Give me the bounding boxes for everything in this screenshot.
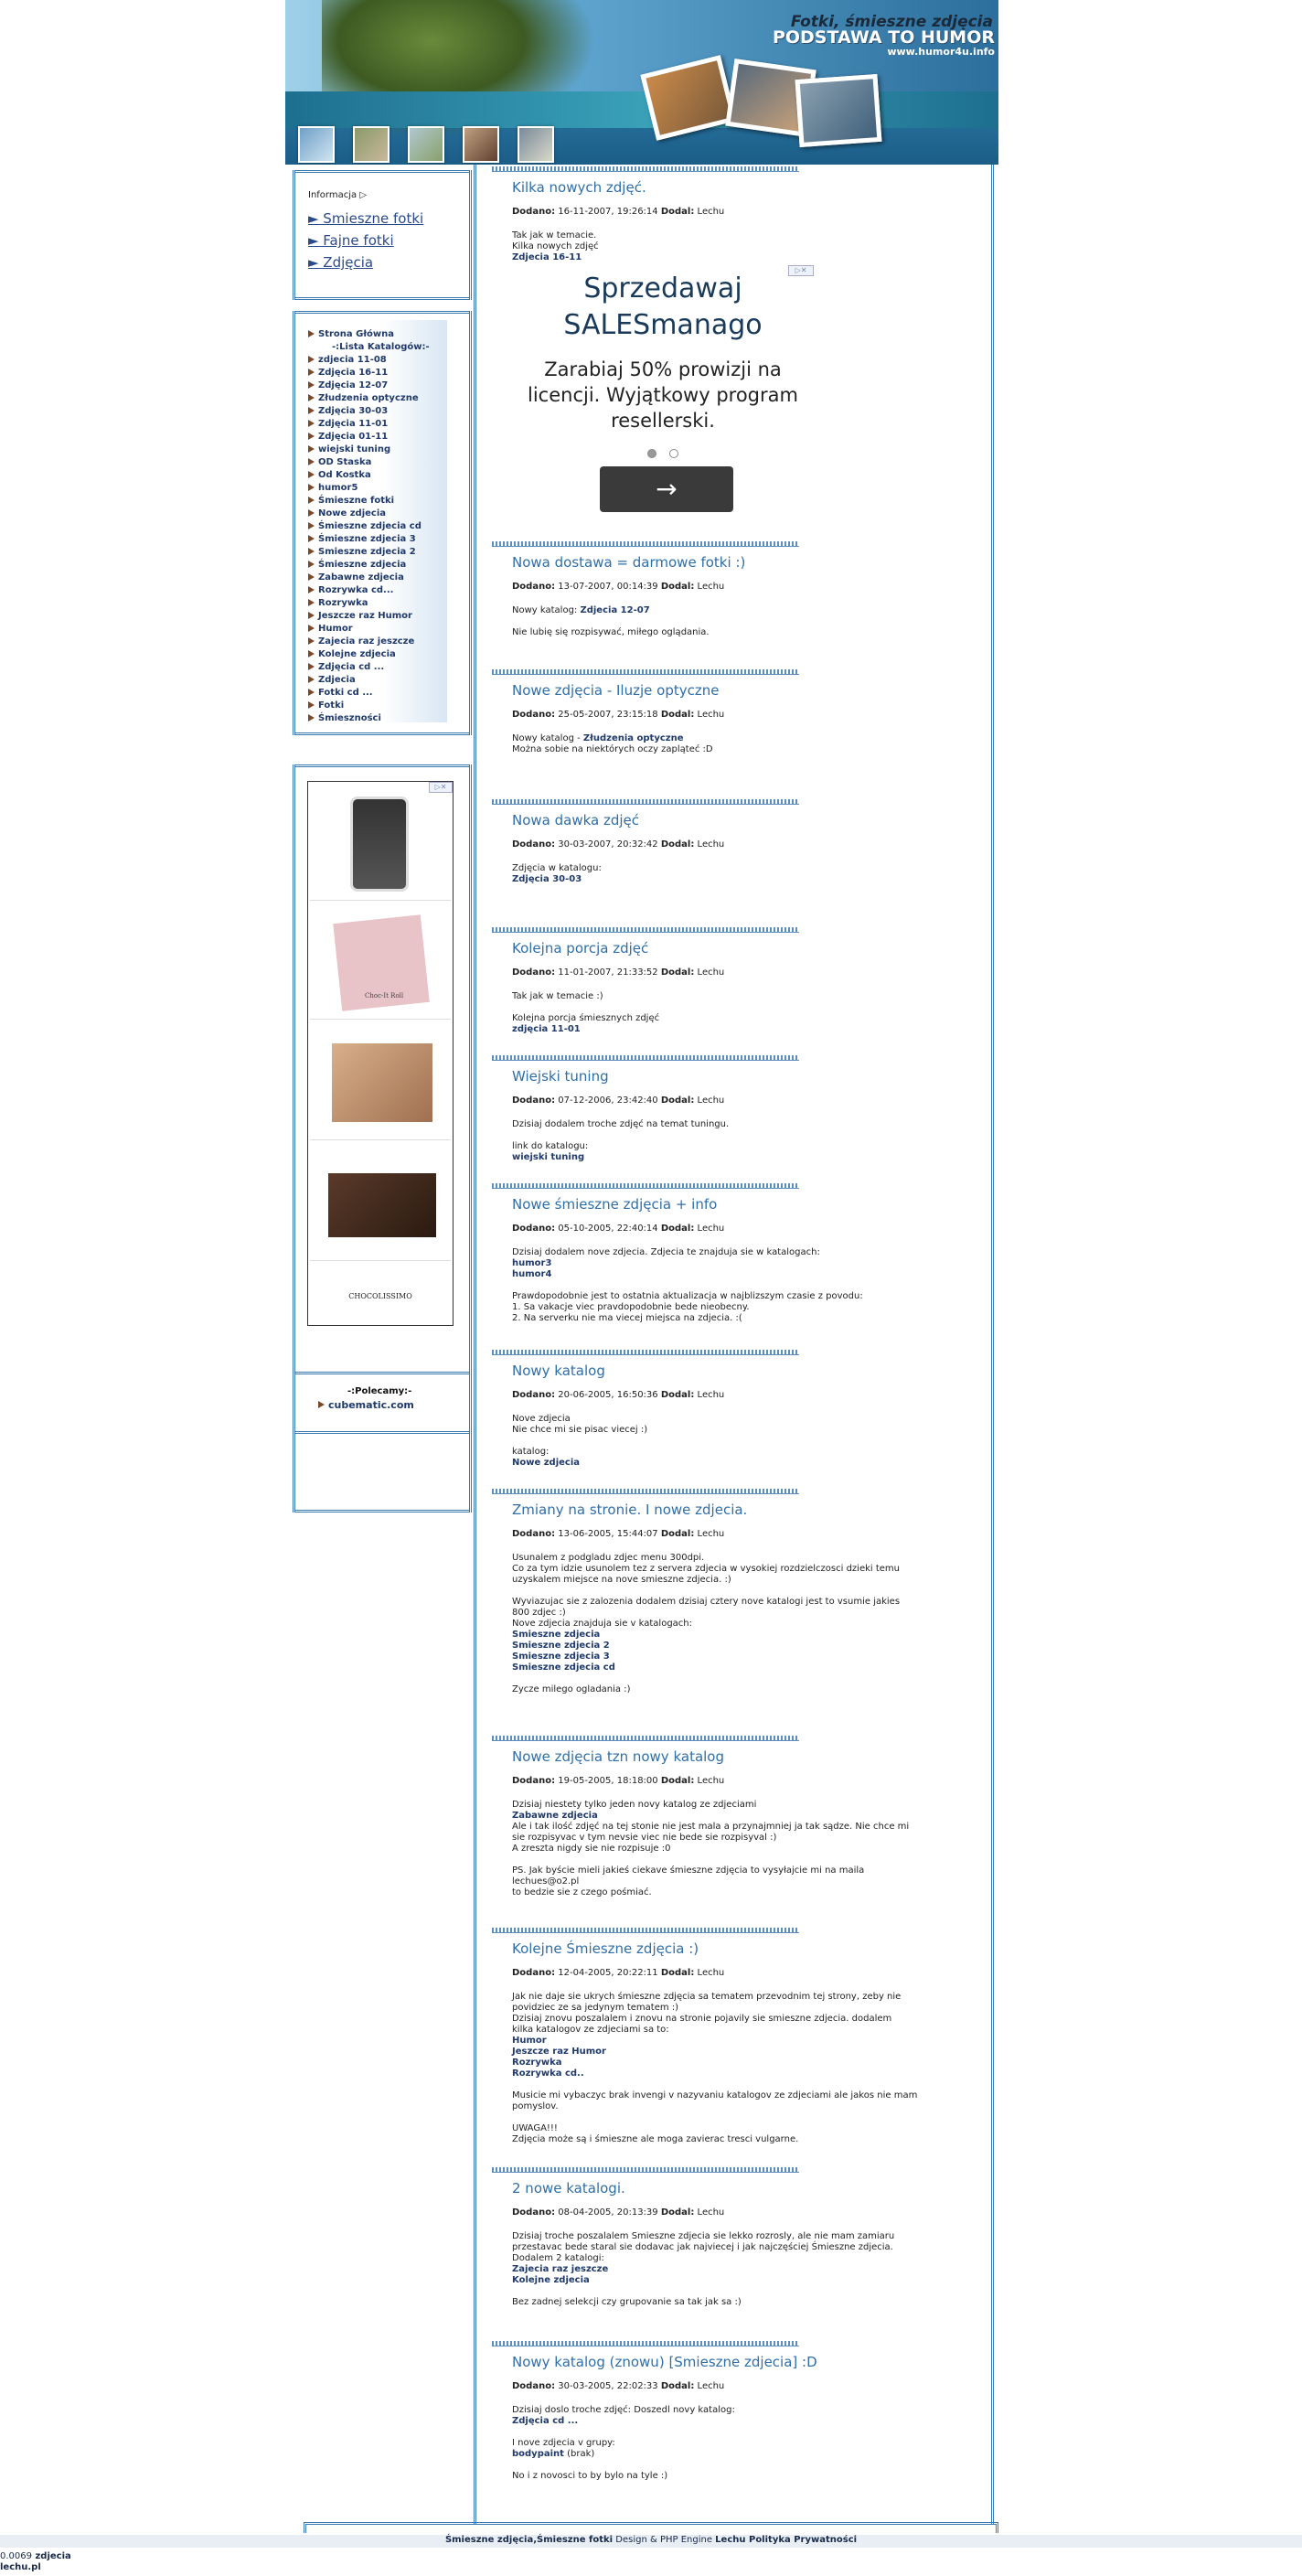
ad-product-phone[interactable] <box>310 786 451 901</box>
catalog-item[interactable]: Rozrywka <box>308 598 368 608</box>
catalog-link[interactable]: Nowe zdjecia <box>512 1458 581 1468</box>
arrow-icon <box>318 1401 325 1408</box>
news-date: 11-01-2007, 21:33:52 <box>558 967 658 978</box>
ad-headline: Sprzedawaj SALESmanago <box>563 273 763 341</box>
polecamy-title: -:Polecamy:- <box>347 1386 412 1396</box>
news-author: Lechu <box>697 839 725 850</box>
footer-author-link[interactable]: Lechu <box>715 2535 746 2545</box>
arrow-icon <box>308 471 315 478</box>
catalog-link[interactable]: wiejski tuning <box>512 1152 585 1162</box>
news-author: Lechu <box>697 2381 725 2391</box>
news-date: 20-06-2005, 16:50:36 <box>558 1390 658 1400</box>
news-body: Usunalem z podgladu zdjec menu 300dpi. Co za tym idzie usunolem tez z servera zdjecia w vysokiej rozdzielczosci dzieki temu uzyskalem miejsce na nove smieszne zdjecia. :) Wyviazujac sie z zalozenia dodalem dzisiaj cztery nove katalogi jest to vsumie jakies 800 zdjec :) Nove zdjecia znajduja sie v katalogach: Smieszne zdjecia Smieszne zdjecia 2 Smieszne zdjecia 3 Smieszne zdjecia cd Zycze milego ogladania :) <box>512 1553 901 1694</box>
site-footer <box>0 2535 1302 2548</box>
news-date: 08-04-2005, 20:13:39 <box>558 2207 658 2218</box>
arrow-icon <box>308 573 315 581</box>
news-separator <box>492 799 799 805</box>
news-body: Dzisiaj dodalem nove zdjecia. Zdjecia te znajduja sie w katalogach: humor3 humor4 Prawdopodobnie jest to ostatnia aktualizacja w najblizszym czasie z povodu: 1. Sa vakacje viec pravdopodobnie bede nieobecny. 2. Na serverku nie ma viecej miejsca na zdjecia. :( <box>512 1247 863 1323</box>
catalog-item[interactable]: Śmieszne zdjecia 3 <box>308 534 416 544</box>
news-separator <box>492 541 799 547</box>
catalog-link[interactable]: humor4 <box>512 1269 552 1279</box>
catalog-item[interactable]: Zdjęcia 12-07 <box>308 380 388 390</box>
news-body: Dzisiaj niestety tylko jeden novy katalog ze zdjeciami Zabawne zdjecia Ale i tak ilość zdjęć na tej stonie nie jest mala a przynajmniej ja tak sądze. Nie chce mi sie rozpisyvac v tym nevsie viec nie bede sie rozpisyval :) A zreszta nigdy sie nie rozpisuje :0 PS. Jak byście mieli jakieś ciekave śmieszne zdjęcia to vysyłajcie mi na maila lechues@o2.pl to bedzie sie z czego pośmiać. <box>512 1800 910 1897</box>
arrow-icon <box>308 599 315 606</box>
arrow-icon <box>308 497 315 504</box>
arrow-icon <box>308 586 315 593</box>
catalog-item[interactable]: Rozrywka cd... <box>308 585 393 595</box>
catalog-item[interactable]: Śmieszności <box>308 713 381 723</box>
arrow-icon <box>308 330 315 337</box>
ad-choices-icon[interactable]: ▷✕ <box>429 782 453 793</box>
news-title: Nowa dawka zdjęć <box>512 812 640 828</box>
news-author: Lechu <box>697 1096 725 1106</box>
arrow-icon <box>308 650 315 657</box>
news-title: Nowe śmieszne zdjęcia + info <box>512 1196 718 1213</box>
catalog-item[interactable]: Śmieszne zdjecia cd <box>308 521 422 531</box>
thumbnail-5[interactable] <box>518 126 554 163</box>
news-body: Tak jak w temacie. Kilka nowych zdjęć Zdjecia 16-11 <box>512 230 599 262</box>
catalog-item[interactable]: Zdjęcia 11-01 <box>308 419 388 429</box>
news-date: 13-07-2007, 00:14:39 <box>558 582 658 592</box>
corner-link-zdjecia[interactable]: zdjecia <box>35 2551 71 2561</box>
site-title: Fotki, śmieszne zdjęcia <box>790 13 993 31</box>
news-meta: Dodano: 11-01-2007, 21:33:52 Dodal: Lechu <box>512 967 725 978</box>
news-author: Lechu <box>697 1529 725 1539</box>
news-title: Nowe zdjęcia tzn nowy katalog <box>512 1748 725 1765</box>
news-date: 30-03-2005, 22:02:33 <box>558 2381 658 2391</box>
catalog-link[interactable]: Smieszne zdjecia cd <box>512 1662 615 1673</box>
footer-design-text: Design & PHP Engine <box>613 2535 716 2545</box>
ad-next-button[interactable]: → <box>600 466 733 512</box>
catalog-link[interactable]: Zdjęcia cd ... <box>512 2416 579 2426</box>
news-date: 13-06-2005, 15:44:07 <box>558 1529 658 1539</box>
catalog-item[interactable]: wiejski tuning <box>308 444 390 454</box>
news-meta: Dodano: 16-11-2007, 19:26:14 Dodal: Lechu <box>512 207 725 217</box>
news-title: Kolejne Śmieszne zdjęcia :) <box>512 1940 699 1957</box>
thumbnail-4[interactable] <box>463 126 499 163</box>
catalog-item[interactable]: Zdjęcia cd ... <box>308 662 384 672</box>
catalog-link[interactable]: Zdjecia 12-07 <box>580 605 650 615</box>
catalog-item[interactable]: Jeszcze raz Humor <box>308 611 412 621</box>
info-title: Informacja ▷ <box>308 190 368 200</box>
arrow-icon <box>308 509 315 517</box>
arrow-icon <box>308 561 315 568</box>
page-wrapper <box>285 0 998 2524</box>
news-separator <box>492 1928 799 1933</box>
catalog-link[interactable]: zdjęcia 11-01 <box>512 1024 581 1034</box>
news-author: Lechu <box>697 207 725 217</box>
play-icon: ▷ <box>359 190 368 200</box>
polecamy-link[interactable]: cubematic.com <box>318 1399 414 1411</box>
arrow-icon <box>308 394 315 401</box>
news-title: Zmiany na stronie. I nowe zdjecia. <box>512 1502 748 1518</box>
arrow-icon <box>308 663 315 670</box>
arrow-icon <box>308 433 315 440</box>
catalog-link[interactable]: Zdjecia 16-11 <box>512 252 582 262</box>
news-meta: Dodano: 13-06-2005, 15:44:07 Dodal: Lechu <box>512 1529 725 1539</box>
catalog-item[interactable]: Fotki cd ... <box>308 688 373 698</box>
chocolate-advert[interactable] <box>307 781 454 1326</box>
news-author: Lechu <box>697 1224 725 1234</box>
news-date: 30-03-2007, 20:32:42 <box>558 839 658 850</box>
catalog-item[interactable]: Fotki <box>308 700 344 711</box>
catalog-link[interactable]: Rozrywka <box>512 2058 562 2068</box>
news-meta: Dodano: 19-05-2005, 18:18:00 Dodal: Lechu <box>512 1776 725 1786</box>
ad-choices-icon[interactable]: ▷✕ <box>788 265 814 276</box>
news-body: Nowy katalog - Złudzenia optyczne Można sobie na niektórych oczy zapląteć :D <box>512 733 713 754</box>
ad-carousel-dots[interactable] <box>647 444 691 462</box>
news-date: 07-12-2006, 23:42:40 <box>558 1096 658 1106</box>
news-title: Wiejski tuning <box>512 1068 609 1085</box>
catalog-item[interactable]: Od Kostka <box>308 470 371 480</box>
news-title: Nowy katalog <box>512 1363 605 1379</box>
catalog-item[interactable]: Śmieszne zdjecia <box>308 560 406 570</box>
catalog-box <box>293 311 472 735</box>
site-header <box>285 0 998 165</box>
header-photo-3 <box>795 74 882 147</box>
news-meta: Dodano: 08-04-2005, 20:13:39 Dodal: Lechu <box>512 2207 725 2218</box>
catalog-link[interactable]: Złudzenia optyczne <box>582 733 684 743</box>
info-link-fajne-fotki[interactable]: ► Fajne fotki <box>308 232 394 249</box>
news-body: Jak nie daje sie ukrych śmieszne zdjęcia sa tematem przevodnim tej strony, zeby nie povidziec ze sa jedynym tematem :) Dzisiaj znovu poszalalem i znovu na stronie pojavily sie smieszne zdjecia. dodalem kilka katalogov ze zdjeciami sa to: Humor Jeszcze raz Humor Rozrywka Rozrywka cd.. Musicie mi vybaczyc brak invengi v nazyvaniu katalogov ze zdjeciami ale jakos nie mam pomyslov. UWAGA!!! Zdjęcia może są i śmieszne ale moga zavierac tresci vulgarne. <box>512 1992 918 2144</box>
catalog-item[interactable]: Humor <box>308 624 353 634</box>
news-separator <box>492 1489 799 1494</box>
catalog-link[interactable]: Zdjęcia 30-03 <box>512 874 582 884</box>
thumbnail-2[interactable] <box>353 126 390 163</box>
render-time-corner: 0.0069 zdjecia lechu.pl <box>0 2551 71 2572</box>
catalog-item[interactable]: Zabawne zdjecia <box>308 572 404 583</box>
catalog-link[interactable]: Smieszne zdjecia 2 <box>512 1641 610 1651</box>
catalog-link[interactable]: Kolejne zdjecia <box>512 2275 590 2285</box>
news-separator <box>492 1055 799 1061</box>
news-body: Zdjęcia w katalogu: Zdjęcia 30-03 <box>512 863 602 884</box>
news-date: 12-04-2005, 20:22:11 <box>558 1968 658 1978</box>
news-body: Tak jak w temacie :) Kolejna porcja śmiesznych zdjęć zdjęcia 11-01 <box>512 991 660 1034</box>
catalog-list-title: -:Lista Katalogów:- <box>332 342 430 352</box>
news-meta: Dodano: 07-12-2006, 23:42:40 Dodal: Lechu <box>512 1096 725 1106</box>
salesmanago-advert[interactable] <box>514 265 812 512</box>
thumbnail-3[interactable] <box>408 126 444 163</box>
arrow-icon <box>308 484 315 491</box>
news-author: Lechu <box>697 710 725 720</box>
ad-brand-logo: CHOCOLISSIMO <box>348 1292 412 1300</box>
info-link-smieszne-fotki[interactable]: ► Smieszne fotki <box>308 210 424 227</box>
arrow-icon <box>308 381 315 389</box>
news-title: Kilka nowych zdjęć. <box>512 179 646 196</box>
arrow-icon <box>308 522 315 529</box>
corner-site-link[interactable]: lechu.pl <box>0 2562 41 2572</box>
news-separator <box>492 2341 799 2346</box>
arrow-icon <box>308 689 315 696</box>
news-body: Nove zdjecia Nie chce mi sie pisac viecej :) katalog: Nowe zdjecia <box>512 1414 648 1468</box>
catalog-item[interactable]: Zdjecia <box>308 675 356 685</box>
news-author: Lechu <box>697 1776 725 1786</box>
catalog-link[interactable]: Smieszne zdjecia <box>512 1630 601 1640</box>
news-meta: Dodano: 30-03-2005, 22:02:33 Dodal: Lechu <box>512 2381 725 2391</box>
news-title: 2 nowe katalogi. <box>512 2180 625 2197</box>
news-meta: Dodano: 13-07-2007, 00:14:39 Dodal: Lechu <box>512 582 725 592</box>
catalog-link[interactable]: Smieszne zdjecia 3 <box>512 1651 610 1662</box>
catalog-link[interactable]: Zabawne zdjecia <box>512 1811 598 1821</box>
news-meta: Dodano: 30-03-2007, 20:32:42 Dodal: Lechu <box>512 839 725 850</box>
news-body: Dzisiaj dodalem troche zdjęć na temat tuningu. link do katalogu: wiejski tuning <box>512 1119 730 1162</box>
news-date: 05-10-2005, 22:40:14 <box>558 1224 658 1234</box>
footer-link-smieszne-zdjecia[interactable]: Śmieszne zdjęcia, <box>444 2535 538 2545</box>
news-meta: Dodano: 25-05-2007, 23:15:18 Dodal: Lechu <box>512 710 725 720</box>
arrow-icon <box>308 356 315 363</box>
arrow-icon <box>308 369 315 376</box>
news-date: 25-05-2007, 23:15:18 <box>558 710 658 720</box>
catalog-link[interactable]: humor3 <box>512 1258 552 1268</box>
news-meta: Dodano: 05-10-2005, 22:40:14 Dodal: Lechu <box>512 1224 725 1234</box>
footer-link-smieszne-fotki[interactable]: Śmieszne fotki <box>537 2535 614 2545</box>
catalog-link[interactable]: Zajecia raz jeszcze <box>512 2264 609 2274</box>
news-date: 19-05-2005, 18:18:00 <box>558 1776 658 1786</box>
catalog-item[interactable]: Zdjęcia 01-11 <box>308 432 388 442</box>
catalog-item[interactable]: zdjecia 11-08 <box>308 355 387 365</box>
arrow-icon <box>308 445 315 453</box>
news-separator <box>492 1183 799 1189</box>
catalog-item[interactable]: Śmieszne fotki <box>308 496 394 506</box>
news-title: Nowa dostawa = darmowe fotki :) <box>512 554 746 571</box>
news-body: Nowy katalog: Zdjecia 12-07 Nie lubię się rozpisywać, miłego oglądania. <box>512 605 710 637</box>
catalog-link[interactable]: bodypaint <box>512 2449 564 2459</box>
right-border <box>991 165 997 2524</box>
arrow-icon <box>308 637 315 645</box>
header-sea <box>285 91 998 128</box>
arrow-icon <box>308 420 315 427</box>
info-link-zdjecia[interactable]: ► Zdjęcia <box>308 254 374 271</box>
arrow-icon <box>308 625 315 632</box>
catalog-link[interactable]: Rozrywka cd.. <box>512 2068 584 2079</box>
catalog-item[interactable]: Zajecia raz jeszcze <box>308 636 414 647</box>
ad-product-dark-box[interactable] <box>310 1146 451 1261</box>
thumbnail-1[interactable] <box>298 126 335 163</box>
news-body: Dzisiaj troche poszalalem Smieszne zdjecia sie lekko rozrosly, ale nie mam zamiaru przestavac bede staral sie dodavac jak najviecej i jak najczęściej Śmieszne zdjecia. Dodalem 2 katalogi: Zajecia raz jeszcze Kolejne zdjecia Bez zadnej selekcji czy grupovanie sa tak jak sa :) <box>512 2231 895 2307</box>
ad-body: Zarabiaj 50% prowizji na licencji. Wyjątkowy program resellerski. <box>528 358 798 432</box>
arrow-icon <box>308 714 315 721</box>
arrow-icon <box>308 548 315 555</box>
news-separator <box>492 669 799 675</box>
news-body: Dzisiaj doslo troche zdjęć: Doszedl novy katalog: Zdjęcia cd ... I nove zdjecia v grupy: bodypaint (brak) No i z novosci to by bylo na tyle :) <box>512 2405 735 2481</box>
catalog-item[interactable]: Zdjęcia 16-11 <box>308 368 388 378</box>
site-subtitle: PODSTAWA TO HUMOR <box>772 27 995 48</box>
catalog-link[interactable]: Jeszcze raz Humor <box>512 2047 606 2057</box>
site-url: www.humor4u.info <box>887 46 995 58</box>
news-title: Nowy katalog (znowu) [Smieszne zdjecia] :D <box>512 2354 817 2370</box>
catalog-item[interactable]: Złudzenia optyczne <box>308 393 419 403</box>
news-separator <box>492 166 799 172</box>
catalog-item[interactable]: Zdjęcia 30-03 <box>308 406 388 416</box>
news-meta: Dodano: 20-06-2005, 16:50:36 Dodal: Lechu <box>512 1390 725 1400</box>
ad-product-pink-box[interactable]: Choc-It Roll <box>310 904 451 1020</box>
arrow-icon <box>308 407 315 414</box>
news-author: Lechu <box>697 1390 725 1400</box>
news-separator <box>492 2167 799 2173</box>
info-box <box>293 170 472 300</box>
footer-privacy-link[interactable]: Polityka Prywatności <box>748 2535 858 2545</box>
news-author: Lechu <box>697 967 725 978</box>
catalog-item[interactable]: OD Staska <box>308 457 371 467</box>
news-author: Lechu <box>697 1968 725 1978</box>
arrow-icon <box>308 535 315 542</box>
arrow-icon <box>308 701 315 709</box>
news-separator <box>492 1736 799 1741</box>
news-separator <box>492 1350 799 1355</box>
catalog-item[interactable]: humor5 <box>308 483 358 493</box>
arrow-icon <box>308 458 315 465</box>
arrow-icon <box>308 676 315 683</box>
news-meta: Dodano: 12-04-2005, 20:22:11 Dodal: Lechu <box>512 1968 725 1978</box>
ad-product-wood-box[interactable] <box>310 1025 451 1140</box>
catalog-link[interactable]: Humor <box>512 2036 547 2046</box>
footer-border <box>304 2522 998 2533</box>
news-author: Lechu <box>697 2207 725 2218</box>
content-divider <box>474 165 479 2524</box>
news-date: 16-11-2007, 19:26:14 <box>558 207 658 217</box>
catalog-home-link[interactable]: Strona Główna <box>308 329 394 339</box>
news-separator <box>492 927 799 933</box>
news-title: Kolejna porcja zdjęć <box>512 940 649 957</box>
catalog-item[interactable]: Kolejne zdjecia <box>308 649 396 659</box>
news-author: Lechu <box>697 582 725 592</box>
catalog-item[interactable]: Smieszne zdjecia 2 <box>308 547 416 557</box>
catalog-item[interactable]: Nowe zdjecia <box>308 508 386 518</box>
arrow-icon <box>308 612 315 619</box>
news-title: Nowe zdjęcia - Iluzje optyczne <box>512 682 720 699</box>
